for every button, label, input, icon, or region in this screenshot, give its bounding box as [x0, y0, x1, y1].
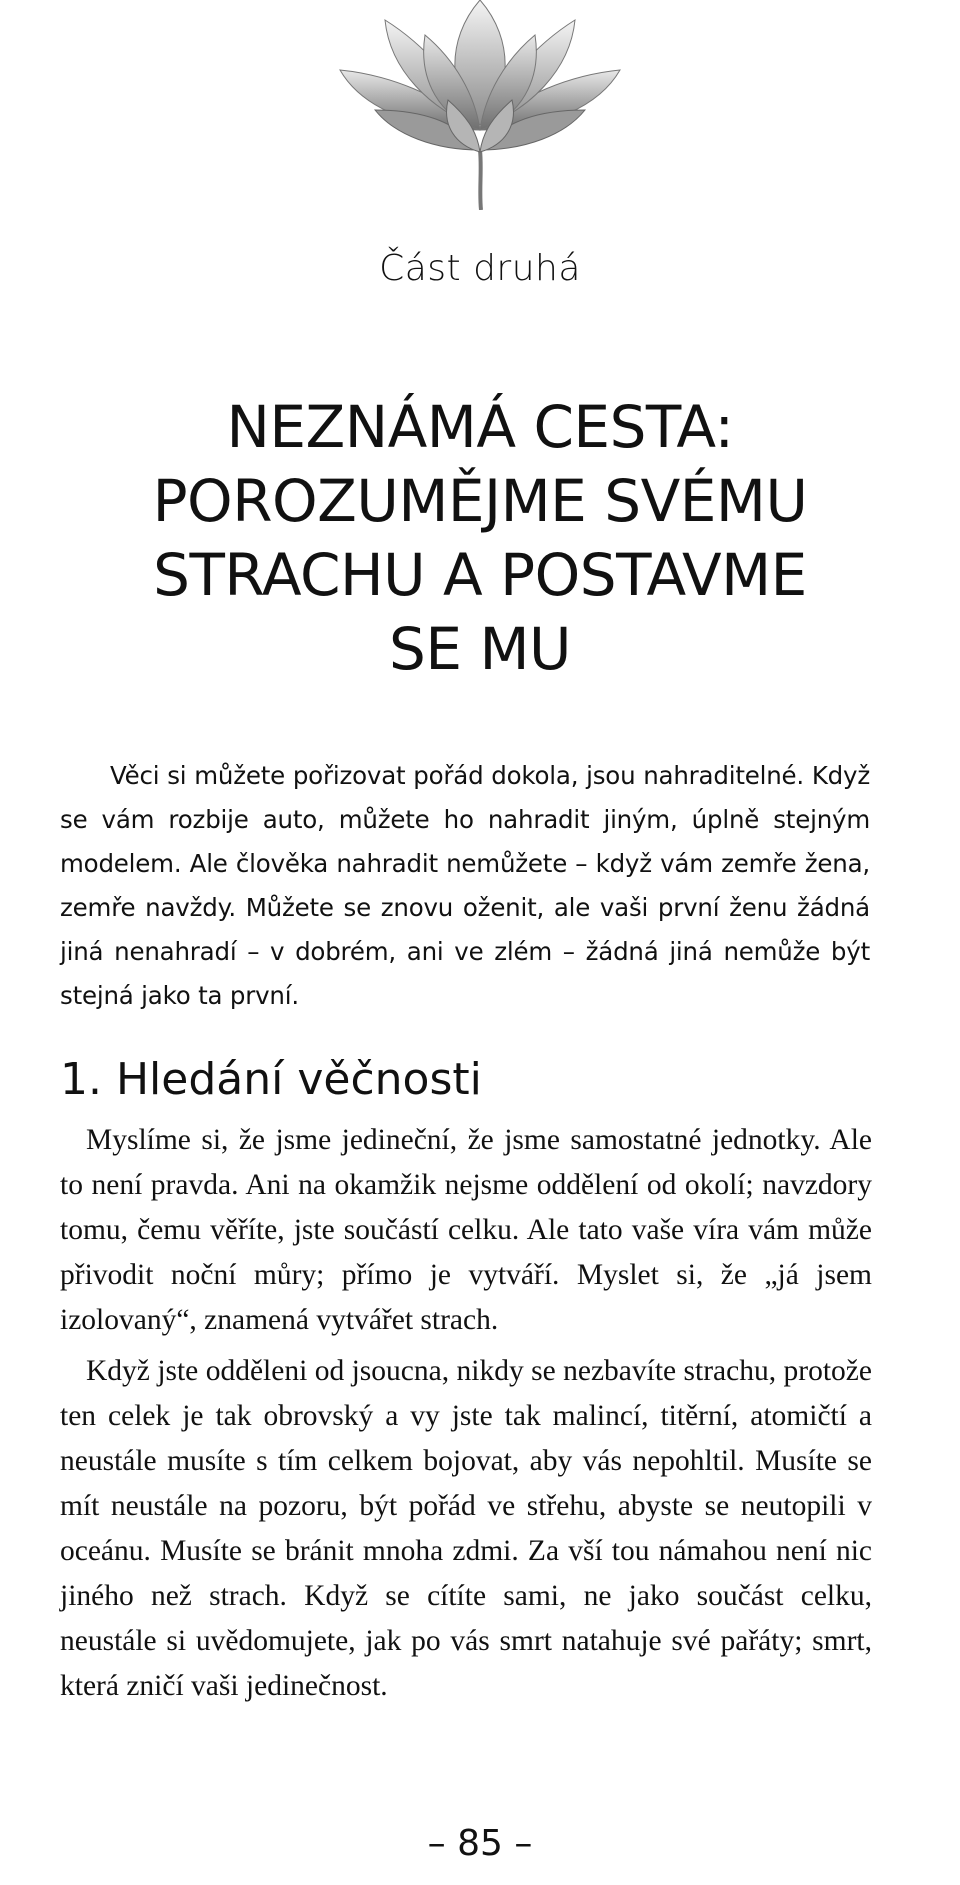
page-number: – 85 –	[427, 1823, 533, 1864]
epigraph	[60, 754, 870, 1018]
body-text	[60, 1118, 872, 1709]
chapter-title-line: POROZUMĚJME SVÉMU	[152, 467, 808, 535]
chapter-title	[60, 390, 900, 686]
body-paragraph: Když jste odděleni od jsoucna, nikdy se nezbavíte strachu, protože ten celek je tak obrovský a vy jste tak malincí, titěrní, atomičtí a neustále musíte s tím celkem bojovat, aby vás nepohltil. Musíte se mít neustále na pozoru, být pořád ve střehu, abyste se neutopili v oceánu. Musíte se bránit mnoha zdmi. Za vší tou námahou není nic jiného než strach. Když se cítíte sami, ne jako součást celku, neustále si uvědomujete, jak po vás smrt natahuje své pařáty; smrt, která zničí vaši jedinečnost.	[60, 1355, 872, 1702]
section-heading: 1. Hledání věčnosti	[60, 1054, 482, 1105]
lotus-flower-illustration	[330, 0, 630, 210]
chapter-title-line: SE MU	[389, 615, 571, 683]
part-label: Část druhá	[379, 248, 581, 289]
chapter-title-line: NEZNÁMÁ CESTA:	[226, 393, 734, 461]
chapter-title-line: STRACHU A POSTAVME	[153, 541, 807, 609]
epigraph-text: Věci si můžete pořizovat pořád dokola, jsou nahraditelné. Když se vám rozbije auto, můžete ho nahradit jiným, úplně stejným modelem. Ale člověka nahradit nemůžete – když vám zemře žena, zemře navždy. Můžete se znovu oženit, ale vaši první ženu žádná jiná nenahradí – v dobrém, ani ve zlém – žádná jiná nemůže být stejná jako ta první.	[60, 761, 870, 1010]
body-paragraph: Myslíme si, že jsme jedineční, že jsme samostatné jednotky. Ale to není pravda. Ani na okamžik nejsme oddělení od okolí; navzdory tomu, čemu věříte, jste součástí celku. Ale tato vaše víra vám může přivodit noční můry; přímo je vytváří. Myslet si, že „já jsem izolovaný“, znamená vytvářet strach.	[60, 1124, 872, 1336]
